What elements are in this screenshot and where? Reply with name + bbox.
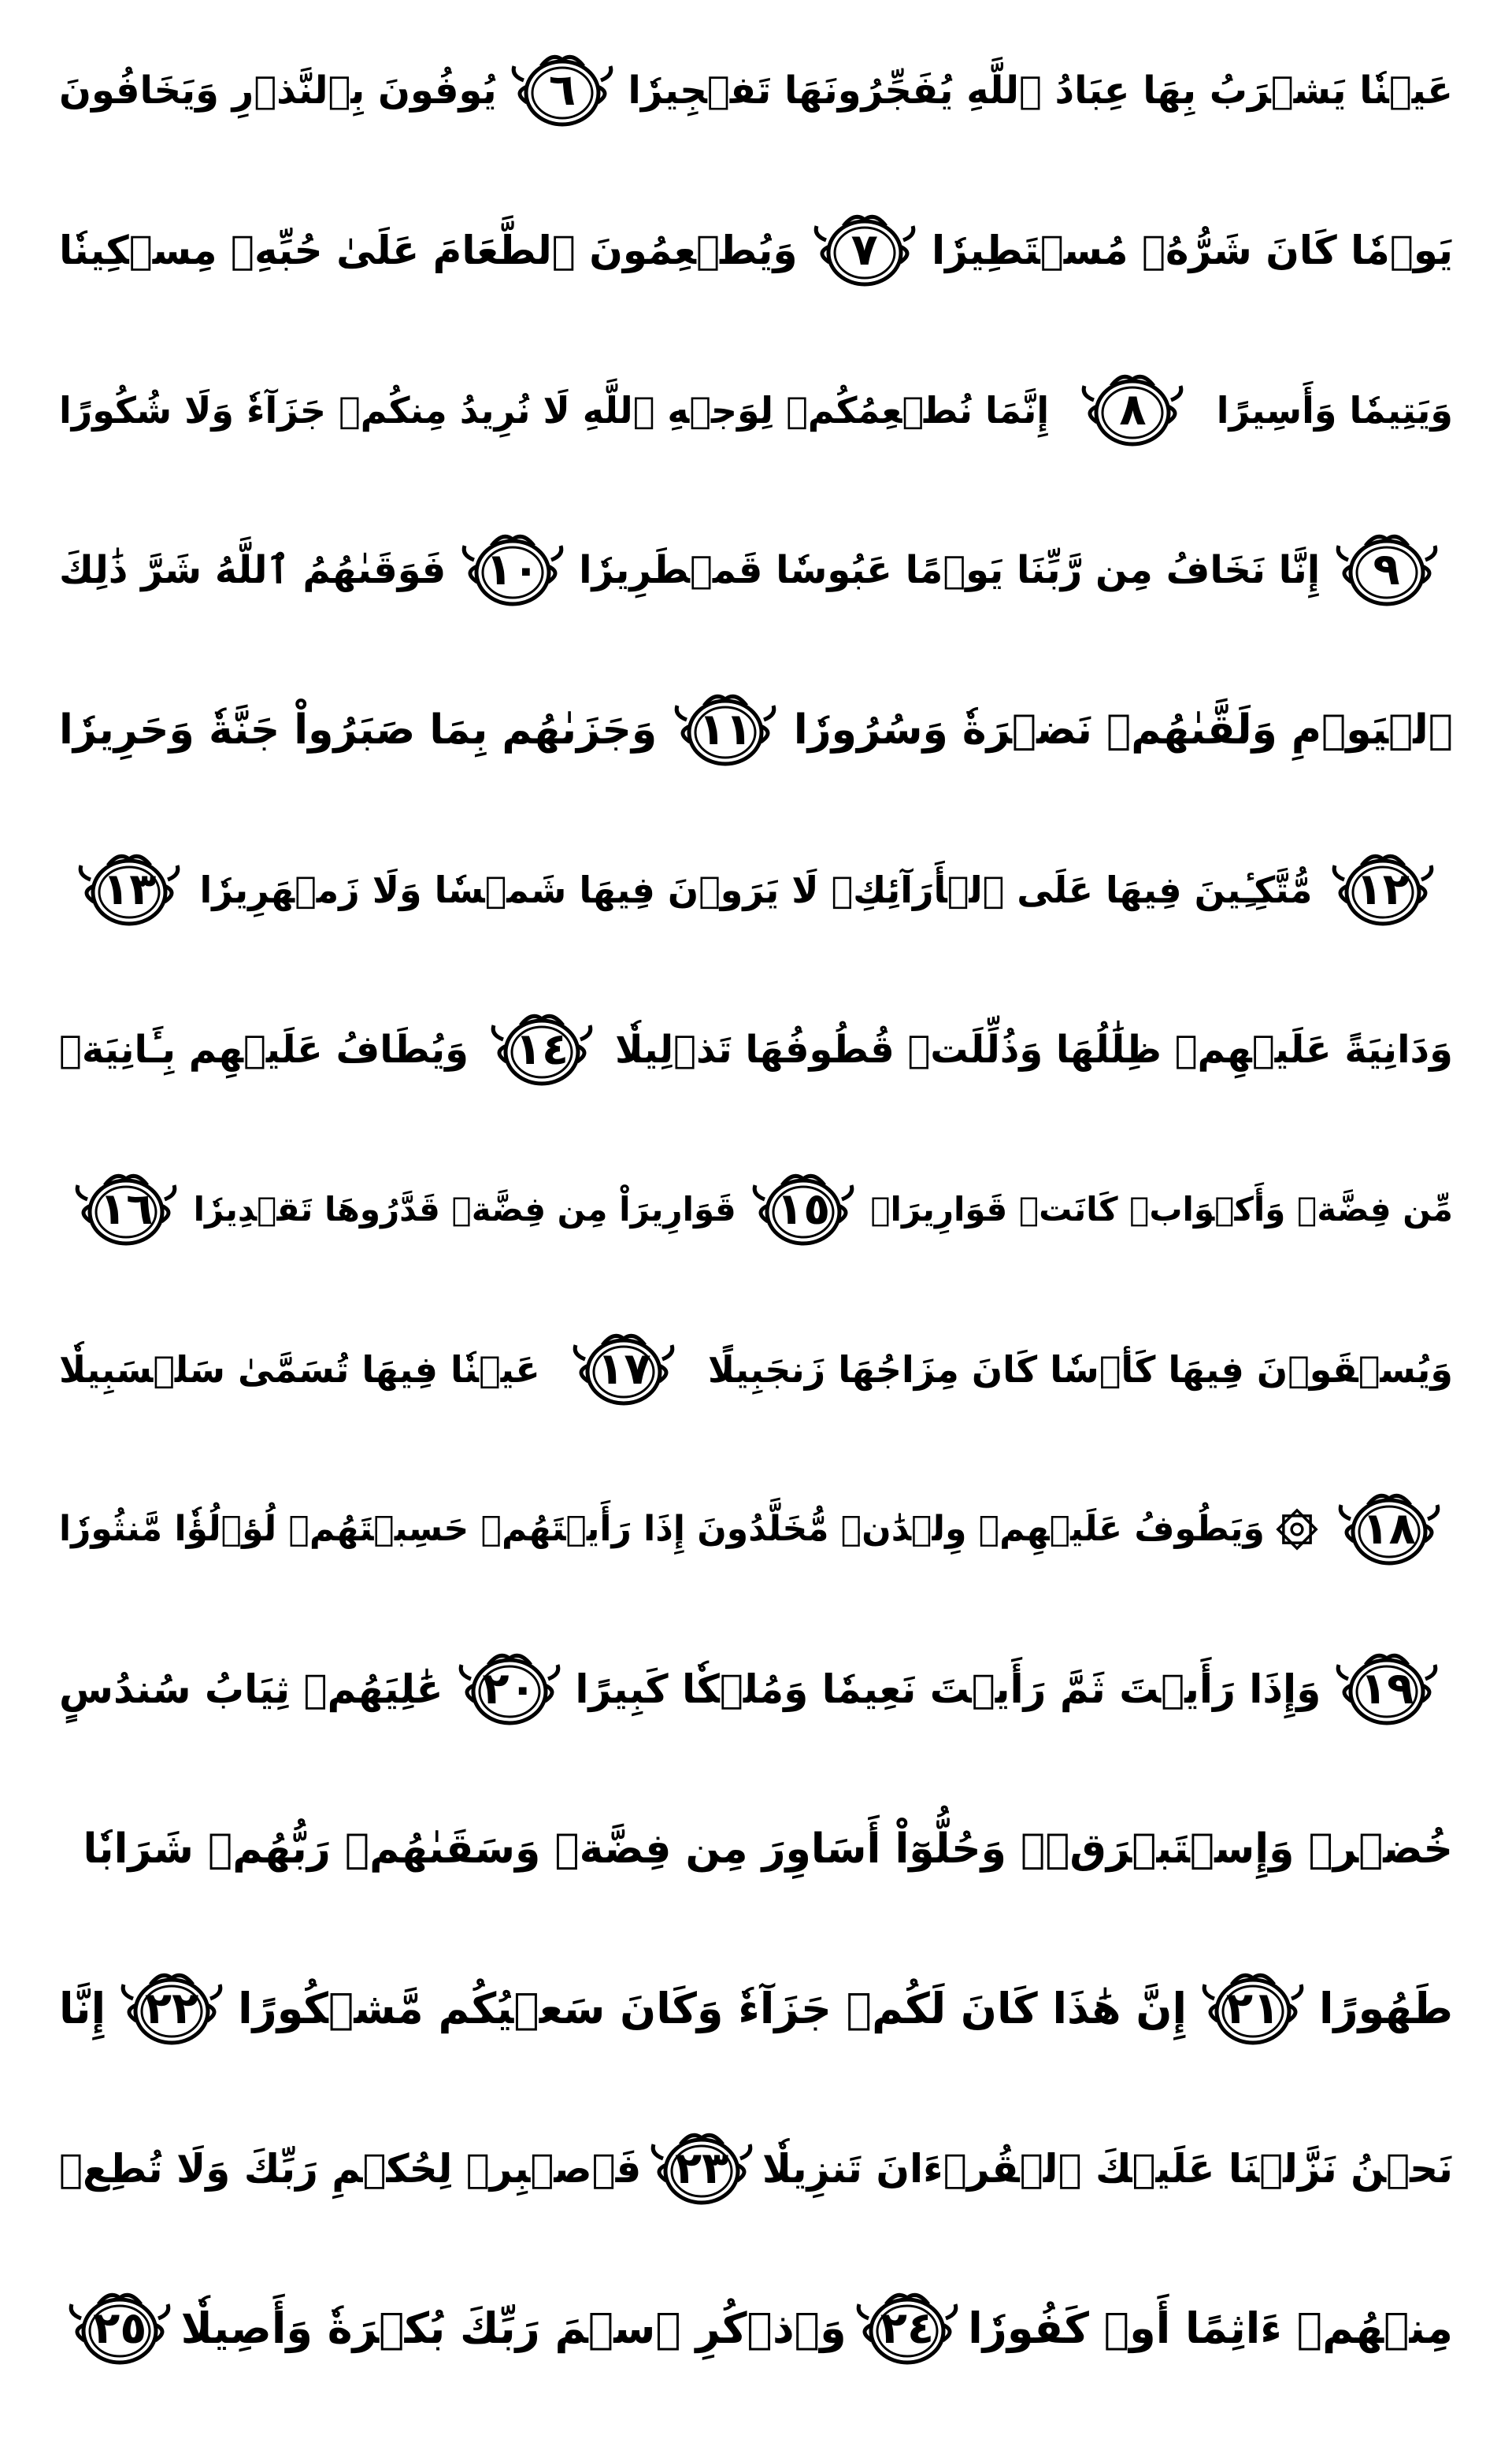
ayah-number: ١٣ bbox=[102, 864, 157, 915]
ayah-number: ١١ bbox=[698, 704, 753, 755]
hizb-marker bbox=[1269, 1502, 1325, 1557]
text-line bbox=[59, 24, 1453, 158]
verse-text: فَوَقَىٰهُمُ ٱللَّهُ شَرَّ ذَٰلِكَ bbox=[59, 548, 447, 592]
ayah-number-marker bbox=[67, 1166, 185, 1253]
rub-el-hizb-icon bbox=[1273, 1506, 1321, 1553]
ayah-number: ٦ bbox=[548, 65, 576, 116]
text-line bbox=[59, 1782, 1453, 1916]
verse-text: وَيُسۡقَوۡنَ فِيهَا كَأۡسٗا كَانَ مِزَاجُهَا زَنجَبِيلًا bbox=[707, 1348, 1453, 1391]
ayah-number-marker bbox=[503, 47, 621, 134]
verse-text: وَٱذۡكُرِ ٱسۡمَ رَبِّكَ بُكۡرَةٗ وَأَصِيلٗا bbox=[180, 2303, 847, 2353]
ayah-number-marker bbox=[483, 1006, 601, 1093]
verse-text: وَجَزَىٰهُم بِمَا صَبَرُواْ جَنَّةٗ وَحَرِيرٗا bbox=[59, 706, 658, 754]
verse-text: مِّن فِضَّةٖ وَأَكۡوَابٖ كَانَتۡ قَوَارِيرَا۠ bbox=[870, 1190, 1453, 1229]
text-line bbox=[59, 503, 1453, 637]
text-line bbox=[59, 1143, 1453, 1277]
text-line bbox=[59, 1942, 1453, 2076]
ayah-number: ١٩ bbox=[1359, 1663, 1414, 1714]
ayah-number-marker bbox=[806, 207, 924, 294]
ayah-number: ٢١ bbox=[1225, 1983, 1280, 2034]
ayah-number-marker bbox=[643, 2125, 761, 2212]
ayah-number: ١٢ bbox=[1355, 864, 1410, 915]
ayah-number-marker bbox=[565, 1326, 683, 1413]
verse-text: وَيُطۡعِمُونَ ٱلطَّعَامَ عَلَىٰ حُبِّهِۦ مِسۡكِينٗا bbox=[59, 228, 798, 273]
ayah-number-marker bbox=[1324, 847, 1442, 933]
text-line bbox=[59, 823, 1453, 957]
text-line bbox=[59, 183, 1453, 317]
text-line bbox=[59, 2102, 1453, 2236]
verse-text: يُوفُونَ بِٱلنَّذۡرِ وَيَخَافُونَ bbox=[59, 69, 497, 113]
ayah-number: ١٧ bbox=[597, 1343, 651, 1395]
verse-text: ٱلۡيَوۡمِ وَلَقَّىٰهُمۡ نَضۡرَةٗ وَسُرُورٗا bbox=[793, 706, 1453, 754]
verse-text: نَحۡنُ نَزَّلۡنَا عَلَيۡكَ ٱلۡقُرۡءَانَ تَنزِيلٗا bbox=[762, 2146, 1453, 2192]
verse-text: وَإِذَا رَأَيۡتَ ثَمَّ رَأَيۡتَ نَعِيمٗا وَمُلۡكٗا كَبِيرًا bbox=[575, 1666, 1321, 1712]
ayah-number-marker bbox=[1328, 1646, 1446, 1733]
ayah-number-marker bbox=[744, 1166, 862, 1253]
text-line bbox=[59, 1303, 1453, 1436]
verse-text: يَوۡمٗا كَانَ شَرُّهُۥ مُسۡتَطِيرٗا bbox=[931, 228, 1453, 273]
ayah-number: ٢٢ bbox=[144, 1983, 199, 2034]
ayah-number-marker bbox=[61, 2285, 179, 2372]
ayah-number-marker bbox=[454, 527, 572, 613]
ayah-number-marker bbox=[113, 1966, 231, 2052]
verse-text: وَيَطُوفُ عَلَيۡهِمۡ وِلۡدَٰنٞ مُّخَلَّدُونَ إِذَا رَأَيۡتَهُمۡ حَسِبۡتَهُمۡ لُؤۡلُؤٗا مَّنثُورٗا bbox=[59, 1509, 1265, 1549]
ayah-number-marker bbox=[1328, 527, 1446, 613]
verse-text: إِنَّ هَٰذَا كَانَ لَكُمۡ جَزَآءٗ وَكَانَ سَعۡيُكُم مَّشۡكُورًا bbox=[238, 1984, 1188, 2033]
verse-text: إِنَّمَا نُطۡعِمُكُمۡ لِوَجۡهِ ٱللَّهِ لَا نُرِيدُ مِنكُمۡ جَزَآءٗ وَلَا شُكُورًا bbox=[59, 389, 1050, 432]
ayah-number: ١٨ bbox=[1362, 1503, 1416, 1555]
ayah-number: ١٠ bbox=[485, 544, 539, 595]
verse-text: إِنَّا نَخَافُ مِن رَّبِّنَا يَوۡمًا عَبُوسٗا قَمۡطَرِيرٗا bbox=[579, 548, 1321, 592]
text-line bbox=[59, 1622, 1453, 1756]
ayah-number-marker bbox=[70, 847, 188, 933]
ayah-number: ١٤ bbox=[514, 1024, 569, 1075]
ayah-number: ٢٣ bbox=[674, 2143, 729, 2194]
verse-text: عَيۡنٗا يَشۡرَبُ بِهَا عِبَادُ ٱللَّهِ يُفَجِّرُونَهَا تَفۡجِيرٗا bbox=[628, 69, 1453, 113]
verse-text: قَوَارِيرَاْ مِن فِضَّةٖ قَدَّرُوهَا تَقۡدِيرٗا bbox=[193, 1190, 736, 1229]
ayah-number-marker bbox=[1194, 1966, 1312, 2052]
ayah-number: ٨ bbox=[1119, 384, 1147, 435]
text-line bbox=[59, 983, 1453, 1117]
ayah-number: ٧ bbox=[850, 224, 878, 276]
text-line bbox=[59, 343, 1453, 477]
verse-text: وَيُطَافُ عَلَيۡهِم بِـَٔانِيَةٖ bbox=[59, 1028, 469, 1072]
verse-text: مُّتَّكِـِٔينَ فِيهَا عَلَى ٱلۡأَرَآئِكِۖ لَا يَرَوۡنَ فِيهَا شَمۡسٗا وَلَا زَمۡهَرِيرٗا bbox=[199, 869, 1313, 911]
ayah-number-marker bbox=[848, 2285, 966, 2372]
verse-text: وَيَتِيمٗا وَأَسِيرًا bbox=[1216, 389, 1453, 432]
text-line bbox=[59, 1462, 1453, 1596]
verse-text: عَٰلِيَهُمۡ ثِيَابُ سُندُسٍ bbox=[59, 1666, 443, 1712]
ayah-number: ١٦ bbox=[99, 1184, 154, 1235]
text-line bbox=[59, 663, 1453, 797]
ayah-number-marker bbox=[1073, 367, 1191, 454]
verse-text: إِنَّا bbox=[59, 1984, 106, 2033]
verse-text: وَدَانِيَةً عَلَيۡهِمۡ ظِلَٰلُهَا وَذُلِّلَتۡ قُطُوفُهَا تَذۡلِيلٗا bbox=[615, 1028, 1453, 1072]
verse-text: فَٱصۡبِرۡ لِحُكۡمِ رَبِّكَ وَلَا تُطِعۡ bbox=[59, 2146, 642, 2192]
verse-text: مِنۡهُمۡ ءَاثِمًا أَوۡ كَفُورٗا bbox=[968, 2303, 1453, 2353]
ayah-number-marker bbox=[666, 687, 784, 773]
verse-text: عَيۡنٗا فِيهَا تُسَمَّىٰ سَلۡسَبِيلٗا bbox=[59, 1348, 540, 1391]
ayah-number: ٩ bbox=[1373, 544, 1400, 595]
ayah-number: ١٥ bbox=[776, 1184, 831, 1235]
ayah-number: ٢٥ bbox=[93, 2303, 147, 2354]
ayah-number: ٢٤ bbox=[880, 2303, 935, 2354]
ayah-number-marker bbox=[1330, 1486, 1448, 1573]
ayah-number: ٢٠ bbox=[482, 1663, 536, 1714]
ayah-number-marker bbox=[450, 1646, 569, 1733]
verse-text: طَهُورًا bbox=[1319, 1984, 1453, 2033]
verse-text: خُضۡرٞ وَإِسۡتَبۡرَقٞۖ وَحُلُّوٓاْ أَسَاوِرَ مِن فِضَّةٖ وَسَقَىٰهُمۡ رَبُّهُمۡ شَرَابٗا bbox=[83, 1825, 1453, 1873]
text-line bbox=[59, 2262, 1453, 2396]
